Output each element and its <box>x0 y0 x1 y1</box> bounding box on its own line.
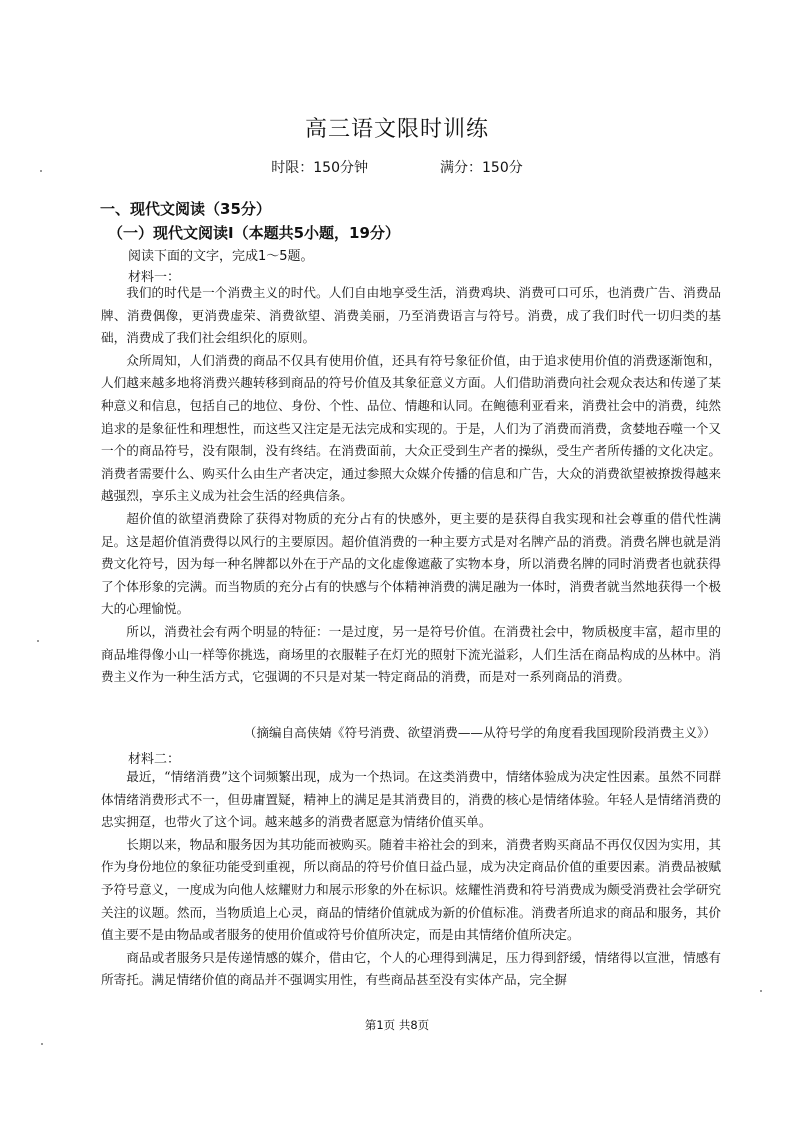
scan-speck <box>760 990 762 992</box>
page-number: 第1页 共8页 <box>364 1018 430 1032</box>
material-one-paragraph: 众所周知，人们消费的商品不仅具有使用价值，还具有符号象征价值，由于追求使用价值的消费逐渐饱和，人们越来越多地将消费兴趣转移到商品的符号价值及其象征意义方面。人们借助消费向社会观众表达和传递了某种意义和信息，包括自己的地位、身份、个性、品位、情趣和认同。在鲍德利亚看来，消费社会中的消费，纯然追求的是象征性和理想性，而这些又注定是无法完成和实现的。于是，人们为了消费而消费，贪婪地吞噬一个又一个的商品符号，没有限制，没有终结。在消费面前，大众正受到生产者的操纵，受生产者所传播的文化决定。消费者需要什么、购买什么由生产者决定，通过参照大众媒介传播的信息和广告，大众的消费欲望被撩拨得越来越强烈，享乐主义成为社会生活的经典信条。 <box>101 352 721 504</box>
exam-title: 高三语文限时训练 <box>304 117 489 142</box>
material-two-label: 材料二： <box>128 752 181 767</box>
material-two-paragraph: 最近，“情绪消费”这个词频繁出现，成为一个热词。在这类消费中，情绪体验成为决定性因素。虽然不同群体情绪消费形式不一，但毋庸置疑，精神上的满足是其消费目的，消费的核心是情绪体验。年轻人是情绪消费的忠实拥趸，也带火了这个词。越来越多的消费者愿意为情绪价值买单。 <box>101 769 721 830</box>
time-limit: 时限：150分钟 <box>271 160 368 176</box>
scan-speck <box>40 170 42 172</box>
material-one-paragraph: 我们的时代是一个消费主义的时代。人们自由地享受生活，消费鸡块、消费可口可乐，也消费广告、消费品牌、消费偶像，更消费虚荣、消费欲望、消费美丽，乃至消费语言与符号。消费，成了我们时代一切归类的基础，消费成了我们社会组织化的原则。 <box>101 285 721 346</box>
material-two-paragraph: 长期以来，物品和服务因为其功能而被购买。随着丰裕社会的到来，消费者购买商品不再仅仅因为实用，其作为身份地位的象征功能受到重视，所以商品的符号价值日益凸显，成为决定商品价值的重要因素。消费品被赋予符号意义，一度成为向他人炫耀财力和展示形象的外在标识。炫耀性消费和符号消费成为颇受消费社会学研究关注的议题。然而，当物质追上心灵，商品的情绪价值就成为新的价值标准。消费者所追求的商品和服务，其价值主要不是由物品或者服务的使用价值或符号价值所决定，而是由其情绪价值所决定。 <box>101 836 721 943</box>
scan-speck <box>37 640 39 642</box>
exam-limits <box>0 157 794 177</box>
material-one-paragraph: 超价值的欲望消费除了获得对物质的充分占有的快感外，更主要的是获得自我实现和社会尊重的借代性满足。这是超价值消费得以风行的主要原因。超价值消费的一种主要方式是对名牌产品的消费。消费名牌也就是消费文化符号，因为每一种名牌都以外在于产品的文化虚像遮蔽了实物本身，所以消费名牌的同时消费者也就获得了个体形象的完满。而当物质的充分占有的快感与个体精神消费的满足融为一体时，消费者就当然地获得一个极大的心理愉悦。 <box>101 510 721 617</box>
material-two-text <box>101 766 721 992</box>
material-one-label: 材料一： <box>128 270 181 285</box>
material-two-paragraph: 商品或者服务只是传递情感的媒介，借由它，个人的心理得到满足，压力得到舒缓，情绪得以宣泄，情感有所寄托。满足情绪价值的商品并不强调实用性，有些商品甚至没有实体产品，完全摒 <box>101 949 721 988</box>
subsection-heading: （一）现代文阅读Ⅰ（本题共5小题，19分） <box>108 224 400 242</box>
reading-instruction: 阅读下面的文字，完成1～5题。 <box>128 249 314 264</box>
full-score: 满分：150分 <box>440 160 523 176</box>
material-one-source: （摘编自高侠婧《符号消费、欲望消费——从符号学的角度看我国现阶段消费主义》） <box>243 725 716 740</box>
section-heading: 一、现代文阅读（35分） <box>100 200 271 218</box>
material-one-paragraph: 所以，消费社会有两个明显的特征：一是过度，另一是符号价值。在消费社会中，物质极度丰富，超市里的商品堆得像小山一样等你挑选，商场里的衣服鞋子在灯光的照射下流光溢彩，人们生活在商品构成的丛林中。消费主义作为一种生活方式，它强调的不只是对某一特定商品的消费，而是对一系列商品的消费。 <box>101 623 721 685</box>
scan-speck <box>41 1043 43 1045</box>
material-one-text <box>101 282 721 689</box>
